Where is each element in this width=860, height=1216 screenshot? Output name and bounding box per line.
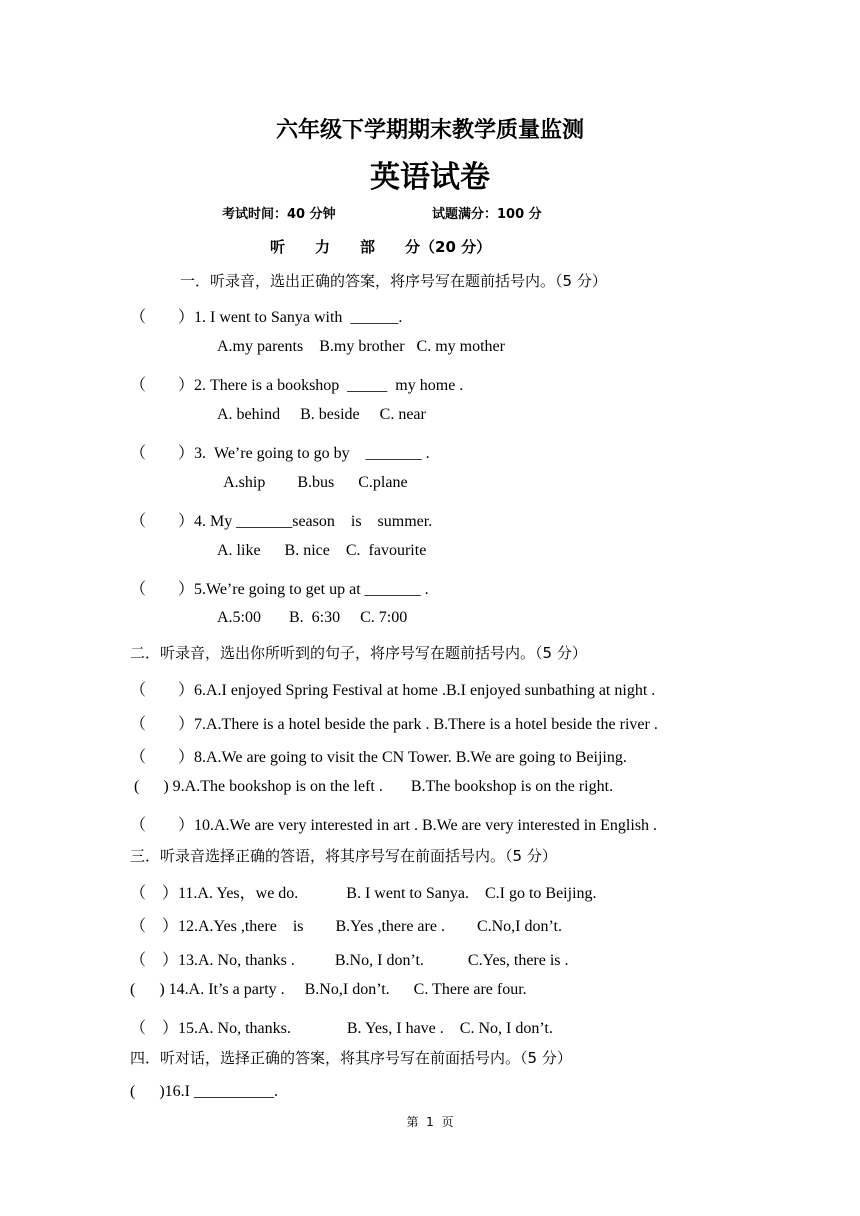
- full-score: 试题满分：100 分: [432, 207, 542, 222]
- question-13: （ ）13.A. No, thanks . B.No, I don’t. C.Yes, there is .: [130, 952, 569, 969]
- question-16: ( )16.I __________.: [130, 1083, 278, 1100]
- section-2-heading: 二．听录音，选出你所听到的句子，将序号写在题前括号内。（5 分）: [130, 644, 587, 662]
- question-7: （ ）7.A.There is a hotel beside the park . B.There is a hotel beside the river .: [130, 716, 658, 733]
- question-11: （ ）11.A. Yes，we do. B. I went to Sanya. C.I go to Beijing.: [130, 885, 597, 902]
- question-6: （ ）6.A.I enjoyed Spring Festival at home .B.I enjoyed sunbathing at night .: [130, 682, 656, 699]
- exam-subtitle: 英语试卷: [370, 160, 490, 195]
- section-1-heading: 一．听录音，选出正确的答案，将序号写在题前括号内。（5 分）: [180, 272, 607, 290]
- question-2-options: A. behind B. beside C. near: [217, 406, 426, 423]
- question-8: （ ）8.A.We are going to visit the CN Tower. B.We are going to Beijing.: [130, 749, 627, 766]
- question-1-options: A.my parents B.my brother C. my mother: [217, 338, 505, 355]
- question-12: （ ）12.A.Yes ,there is B.Yes ,there are . C.No,I don’t.: [130, 918, 562, 935]
- question-4: （ ）4. My _______season is summer.: [130, 513, 433, 530]
- question-15: （ ）15.A. No, thanks. B. Yes, I have . C. No, I don’t.: [130, 1020, 553, 1037]
- page-number: 第 1 页: [406, 1115, 454, 1129]
- question-5: （ ）5.We’re going to get up at _______ .: [130, 581, 429, 598]
- question-3: （ ）3. We’re going to go by _______ .: [130, 445, 430, 462]
- question-5-options: A.5:00 B. 6:30 C. 7:00: [217, 609, 408, 626]
- exam-title: 六年级下学期期末教学质量监测: [275, 118, 584, 143]
- question-1: （ ）1. I went to Sanya with ______.: [130, 309, 403, 326]
- question-14: ( ) 14.A. It’s a party . B.No,I don’t. C. There are four.: [130, 981, 527, 998]
- question-9: ( ) 9.A.The bookshop is on the left . B.The bookshop is on the right.: [130, 778, 614, 795]
- section-3-heading: 三．听录音选择正确的答语，将其序号写在前面括号内。（5 分）: [130, 847, 557, 865]
- question-3-options: A.ship B.bus C.plane: [220, 474, 408, 491]
- question-2: （ ）2. There is a bookshop _____ my home .: [130, 377, 464, 394]
- exam-time: 考试时间：40 分钟: [222, 207, 336, 222]
- question-4-options: A. like B. nice C. favourite: [217, 542, 427, 559]
- section-4-heading: 四．听对话，选择正确的答案，将其序号写在前面括号内。（5 分）: [130, 1049, 572, 1067]
- question-10: （ ）10.A.We are very interested in art . B.We are very interested in English .: [130, 817, 658, 834]
- listening-part-title: 听 力 部 分（20 分）: [270, 238, 492, 256]
